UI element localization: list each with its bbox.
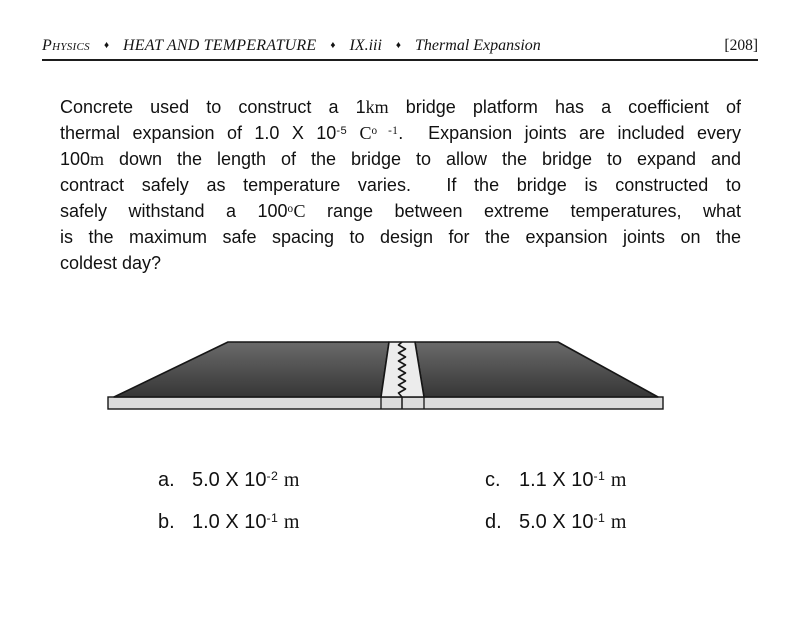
unit-label: HEAT AND TEMPERATURE [123, 37, 317, 54]
answer-value: 1.0 X $10^{-1}$ m [192, 511, 300, 533]
answer-choices [158, 468, 626, 552]
problem-line: contract safely as temperature varies. If the bridge is constructed to [60, 175, 741, 195]
answer-value: 5.0 X $10^{-2}$ m [192, 469, 300, 491]
answer-option-c [485, 468, 626, 510]
answer-option-a [158, 468, 485, 510]
answer-option-b [158, 510, 485, 552]
road-surface-left [114, 342, 389, 397]
problem-line: thermal expansion of 1.0 X $10^{-5}$ $C^{o -1}$. Expansion joints are included every [60, 123, 741, 143]
answer-label: c. [485, 469, 501, 491]
course-label: Physics [42, 37, 90, 54]
diamond-separator-icon: ♦ [103, 40, 110, 51]
problem-line: 100m down the length of the bridge to allow the bridge to expand and [60, 149, 741, 169]
problem-line: Concrete used to construct a 1km bridge platform has a coefficient of [60, 97, 741, 117]
answer-value: 5.0 X $10^{-1}$ m [519, 511, 627, 533]
section-label: IX.iii [349, 37, 382, 54]
topic-label: Thermal Expansion [415, 37, 541, 54]
answer-value: 1.1 X $10^{-1}$ m [519, 469, 627, 491]
diamond-separator-icon: ♦ [330, 40, 336, 51]
bridge-diagram [100, 333, 670, 413]
problem-line: safely withstand a 100$^o$C range between extreme temperatures, what [60, 201, 741, 221]
diamond-separator-icon: ♦ [395, 40, 402, 51]
road-surface-right [415, 342, 658, 397]
problem-line: coldest day? [60, 253, 162, 273]
bridge-deck-edge [108, 397, 663, 409]
answer-option-d [485, 510, 626, 552]
page-number: [208] [724, 37, 758, 54]
page-header [42, 37, 758, 55]
answer-label: b. [158, 511, 175, 533]
answer-label: a. [158, 469, 175, 491]
problem-text [60, 94, 741, 276]
header-rule [42, 59, 758, 61]
answer-label: d. [485, 511, 502, 533]
problem-line: is the maximum safe spacing to design for the expansion joints on the [60, 227, 741, 247]
